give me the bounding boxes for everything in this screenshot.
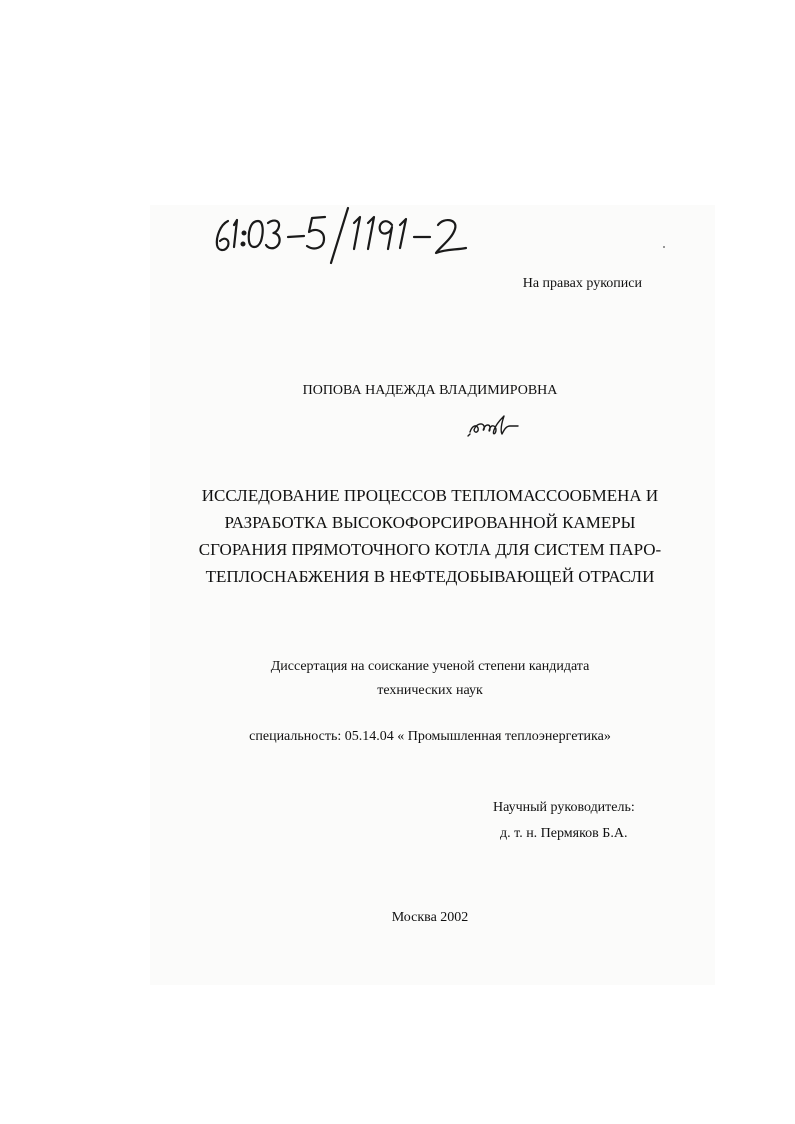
supervisor-label: Научный руководитель:	[493, 800, 635, 815]
degree-line: технических наук	[377, 683, 483, 698]
scanned-page-area	[150, 205, 715, 985]
scan-speck	[663, 246, 665, 248]
dissertation-title	[185, 482, 675, 590]
degree-statement	[200, 655, 660, 703]
specialty-line: специальность: 05.14.04 « Промышленная теплоэнергетика»	[249, 729, 611, 744]
supervisor-block	[440, 795, 700, 847]
place-and-year: Москва 2002	[391, 910, 469, 925]
degree-line: Диссертация на соискание ученой степени кандидата	[270, 659, 590, 674]
rights-notice: На правах рукописи	[522, 276, 642, 291]
title-line: ИССЛЕДОВАНИЕ ПРОЦЕССОВ ТЕПЛОМАССООБМЕНА И	[201, 486, 659, 505]
title-line: РАЗРАБОТКА ВЫСОКОФОРСИРОВАННОЙ КАМЕРЫ	[224, 513, 636, 532]
title-line: ТЕПЛОСНАБЖЕНИЯ В НЕФТЕДОБЫВАЮЩЕЙ ОТРАСЛИ	[205, 567, 655, 586]
supervisor-name: д. т. н. Пермяков Б.А.	[500, 826, 628, 841]
author-signature	[466, 412, 530, 440]
author-name: ПОПОВА НАДЕЖДА ВЛАДИМИРОВНА	[302, 383, 558, 398]
handwritten-archive-code	[208, 203, 493, 265]
title-line: СГОРАНИЯ ПРЯМОТОЧНОГО КОТЛА ДЛЯ СИСТЕМ ПАРО-	[198, 540, 662, 559]
